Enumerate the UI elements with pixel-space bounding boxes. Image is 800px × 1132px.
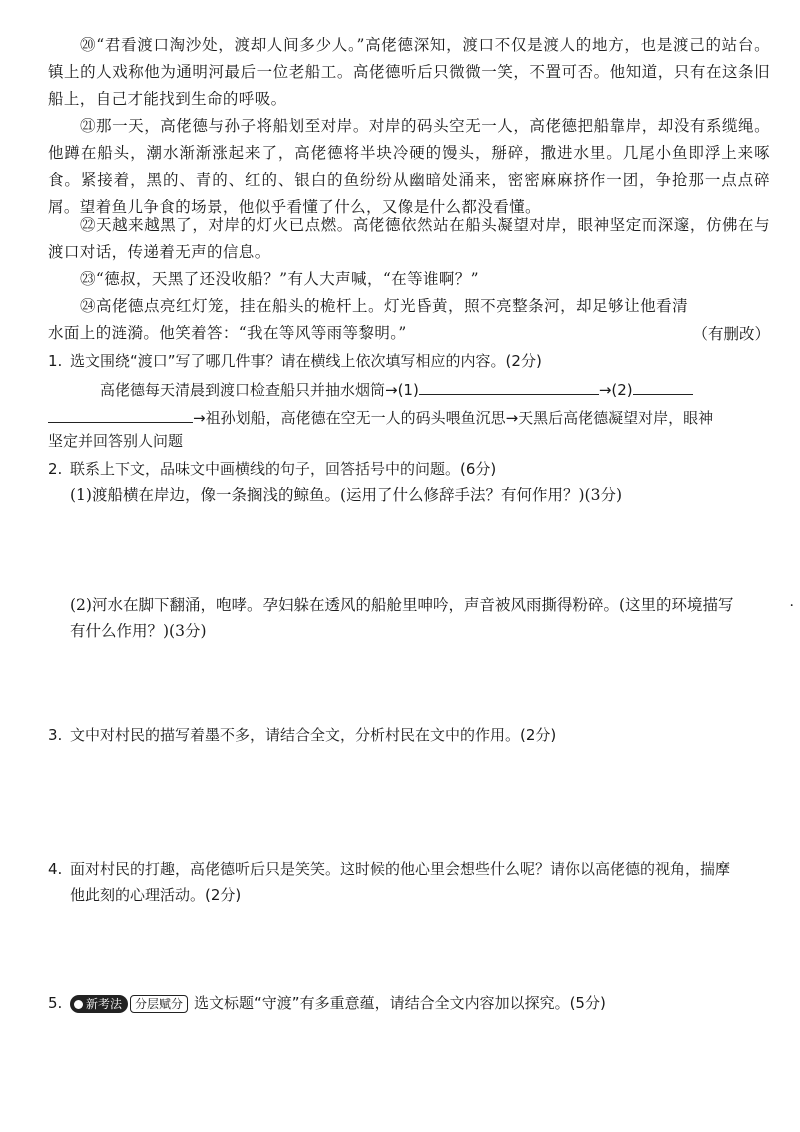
question-1 <box>48 348 778 374</box>
answer-blank-2-start[interactable] <box>633 376 693 395</box>
question-2-sub-2-line-2: 有什么作用？)(3分) <box>70 622 207 640</box>
question-text: 选文围绕“渡口”写了哪几件事？请在横线上依次填写相应的内容。(2分) <box>70 352 542 370</box>
passage-paragraph-24: ㉔高佬德点亮红灯笼，挂在船头的桅杆上。灯光昏黄，照不亮整条河，却足够让他看清水面上的涟漪。他笑着答：“我在等风等雨等黎明。” <box>48 297 688 342</box>
passage-paragraph-22: ㉒天越来越黑了，对岸的灯火已点燃。高佬德依然站在船头凝望对岸，眼神坚定而深邃，仿佛在与渡口对话，传递着无声的信息。 <box>48 216 770 261</box>
badge-label: 新考法 <box>86 997 123 1011</box>
question-4 <box>48 856 778 882</box>
question-number: 5. <box>48 994 63 1012</box>
passage-paragraph-21: ㉑那一天，高佬德与孙子将船划至对岸。对岸的码头空无一人，高佬德把船靠岸，却没有系缆绳。他蹲在船头，潮水渐渐涨起来了，高佬德将半块冷硬的馒头，掰碎，撒进水里。几尾小鱼即浮上来啄食。紧接着，黑的、青的、红的、银白的鱼纷纷从幽暗处涌来，密密麻麻挤作一团，争抢那一点点碎屑。望着鱼儿争食的场景，他似乎看懂了什么，又像是什么都没看懂。 <box>48 117 770 216</box>
question-2-sub-2-line-1: (2)河水在脚下翻涌，咆哮。孕妇躲在透风的船舱里呻吟，声音被风雨撕得粉碎。(这里的环境描写 <box>70 596 734 614</box>
chain-start-text: 高佬德每天清晨到渡口检查船只并抽水烟筒→(1) <box>100 381 419 399</box>
question-number: 3. <box>48 726 63 744</box>
question-1-line-2 <box>48 404 778 431</box>
question-1-line-1 <box>100 376 780 403</box>
question-2-sub-1: (1)渡船横在岸边，像一条搁浅的鲸鱼。(运用了什么修辞手法？有何作用？)(3分) <box>70 486 623 504</box>
question-4-line-2: 他此刻的心理活动。(2分) <box>70 886 242 904</box>
question-number: 4. <box>48 860 63 878</box>
answer-blank-2-end[interactable] <box>48 404 193 423</box>
new-exam-method-badge <box>70 995 128 1013</box>
answer-blank-1[interactable] <box>419 376 599 395</box>
tiered-scoring-badge: 分层赋分 <box>130 995 188 1013</box>
question-3 <box>48 722 778 748</box>
source-note: （有删改） <box>692 325 770 343</box>
question-number: 1. <box>48 352 63 370</box>
chain-arrow-2: →(2) <box>598 381 633 399</box>
edge-mark: · <box>789 598 794 614</box>
question-text: 联系上下文，品味文中画横线的句子，回答括号中的问题。(6分) <box>70 460 497 478</box>
question-1-line-3: 坚定并回答别人问题 <box>48 432 184 450</box>
question-2 <box>48 456 778 482</box>
question-number: 2. <box>48 460 63 478</box>
question-text: 选文标题“守渡”有多重意蕴，请结合全文内容加以探究。(5分) <box>194 994 606 1012</box>
question-5 <box>48 990 778 1016</box>
lightbulb-icon <box>74 1000 83 1009</box>
question-text: 面对村民的打趣，高佬德听后只是笑笑。这时候的他心里会想些什么呢？请你以高佬德的视角，揣摩 <box>70 860 731 878</box>
chain-middle-text: →祖孙划船，高佬德在空无一人的码头喂鱼沉思→天黑后高佬德凝望对岸，眼神 <box>193 409 714 427</box>
question-text: 文中对村民的描写着墨不多，请结合全文，分析村民在文中的作用。(2分) <box>70 726 557 744</box>
passage-paragraph-23: ㉓“德叔，天黑了还没收船？”有人大声喊，“在等谁啊？” <box>80 270 479 288</box>
passage-paragraph-20: ⑳“君看渡口淘沙处，渡却人间多少人。”高佬德深知，渡口不仅是渡人的地方，也是渡己的站台。镇上的人戏称他为通明河最后一位老船工。高佬德听后只微微一笑，不置可否。他知道，只有在这条旧船上，自己才能找到生命的呼吸。 <box>48 36 770 108</box>
